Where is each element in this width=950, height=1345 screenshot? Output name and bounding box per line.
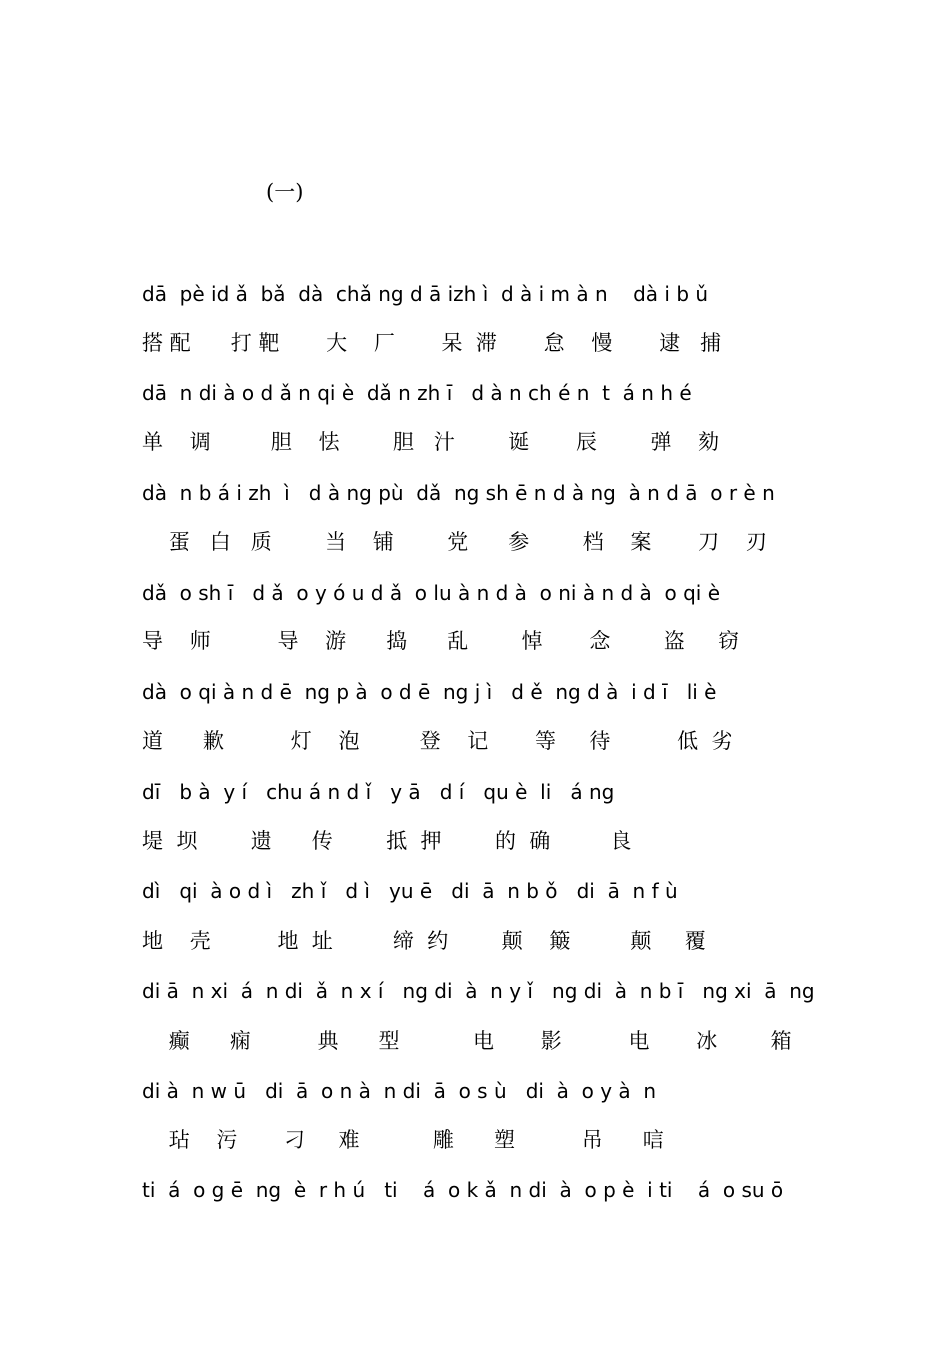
pinyin-line: dì qi à o d ì zh ǐ d ì yu ē di ā n b ǒ di ā n f ù — [142, 879, 678, 903]
hanzi-line: 癫 痫 典 型 电 影 电 冰 箱 — [142, 1029, 792, 1053]
pinyin-line: di à n w ū di ā o n à n di ā o s ù di à o y à n — [142, 1079, 657, 1103]
pinyin-line: dā pè id ǎ bǎ dà chǎ ng d ā izh ì d à i m à n dà i b ǔ — [142, 282, 709, 306]
pinyin-line: dà n b á i zh ì d à ng pù dǎ ng sh ē n d à ng à n d ā o r è n — [142, 481, 775, 505]
pinyin-line: dǎ o sh ī d ǎ o y ó u d ǎ o lu à n d à o ni à n d à o qi è — [142, 581, 721, 605]
hanzi-line: 导 师 导 游 捣 乱 悼 念 盗 窃 — [142, 629, 740, 653]
pinyin-line: dà o qi à n d ē ng p à o d ē ng j ì d ě ng d à i d ī li è — [142, 680, 717, 704]
pinyin-line: ti á o g ē ng è r h ú ti á o k ǎ n di à o p è i ti á o su ō — [142, 1178, 784, 1202]
pinyin-line: di ā n xi á n di ǎ n x í ng di à n y ǐ ng di à n b ī ng xi ā ng — [142, 979, 815, 1003]
pinyin-line: dī b à y í chu á n d ǐ y ā d í qu è li á ng — [142, 780, 615, 804]
section-heading: (一) — [266, 180, 304, 204]
hanzi-line: 地 壳 地 址 缔 约 颠 簸 颠 覆 — [142, 929, 706, 953]
hanzi-line: 道 歉 灯 泡 登 记 等 待 低 劣 — [142, 729, 733, 753]
hanzi-line: 玷 污 刁 难 雕 塑 吊 唁 — [142, 1128, 664, 1152]
hanzi-line: 搭 配 打 靶 大 厂 呆 滞 怠 慢 逮 捕 — [142, 331, 722, 355]
pinyin-line: dā n di à o d ǎ n qi è dǎ n zh ī d à n ch é n t á n h é — [142, 381, 692, 405]
hanzi-line: 堤 坝 遗 传 抵 押 的 确 良 — [142, 829, 632, 853]
hanzi-line: 单 调 胆 怯 胆 汁 诞 辰 弹 劾 — [142, 430, 720, 454]
hanzi-line: 蛋 白 质 当 铺 党 参 档 案 刀 刃 — [142, 530, 767, 554]
